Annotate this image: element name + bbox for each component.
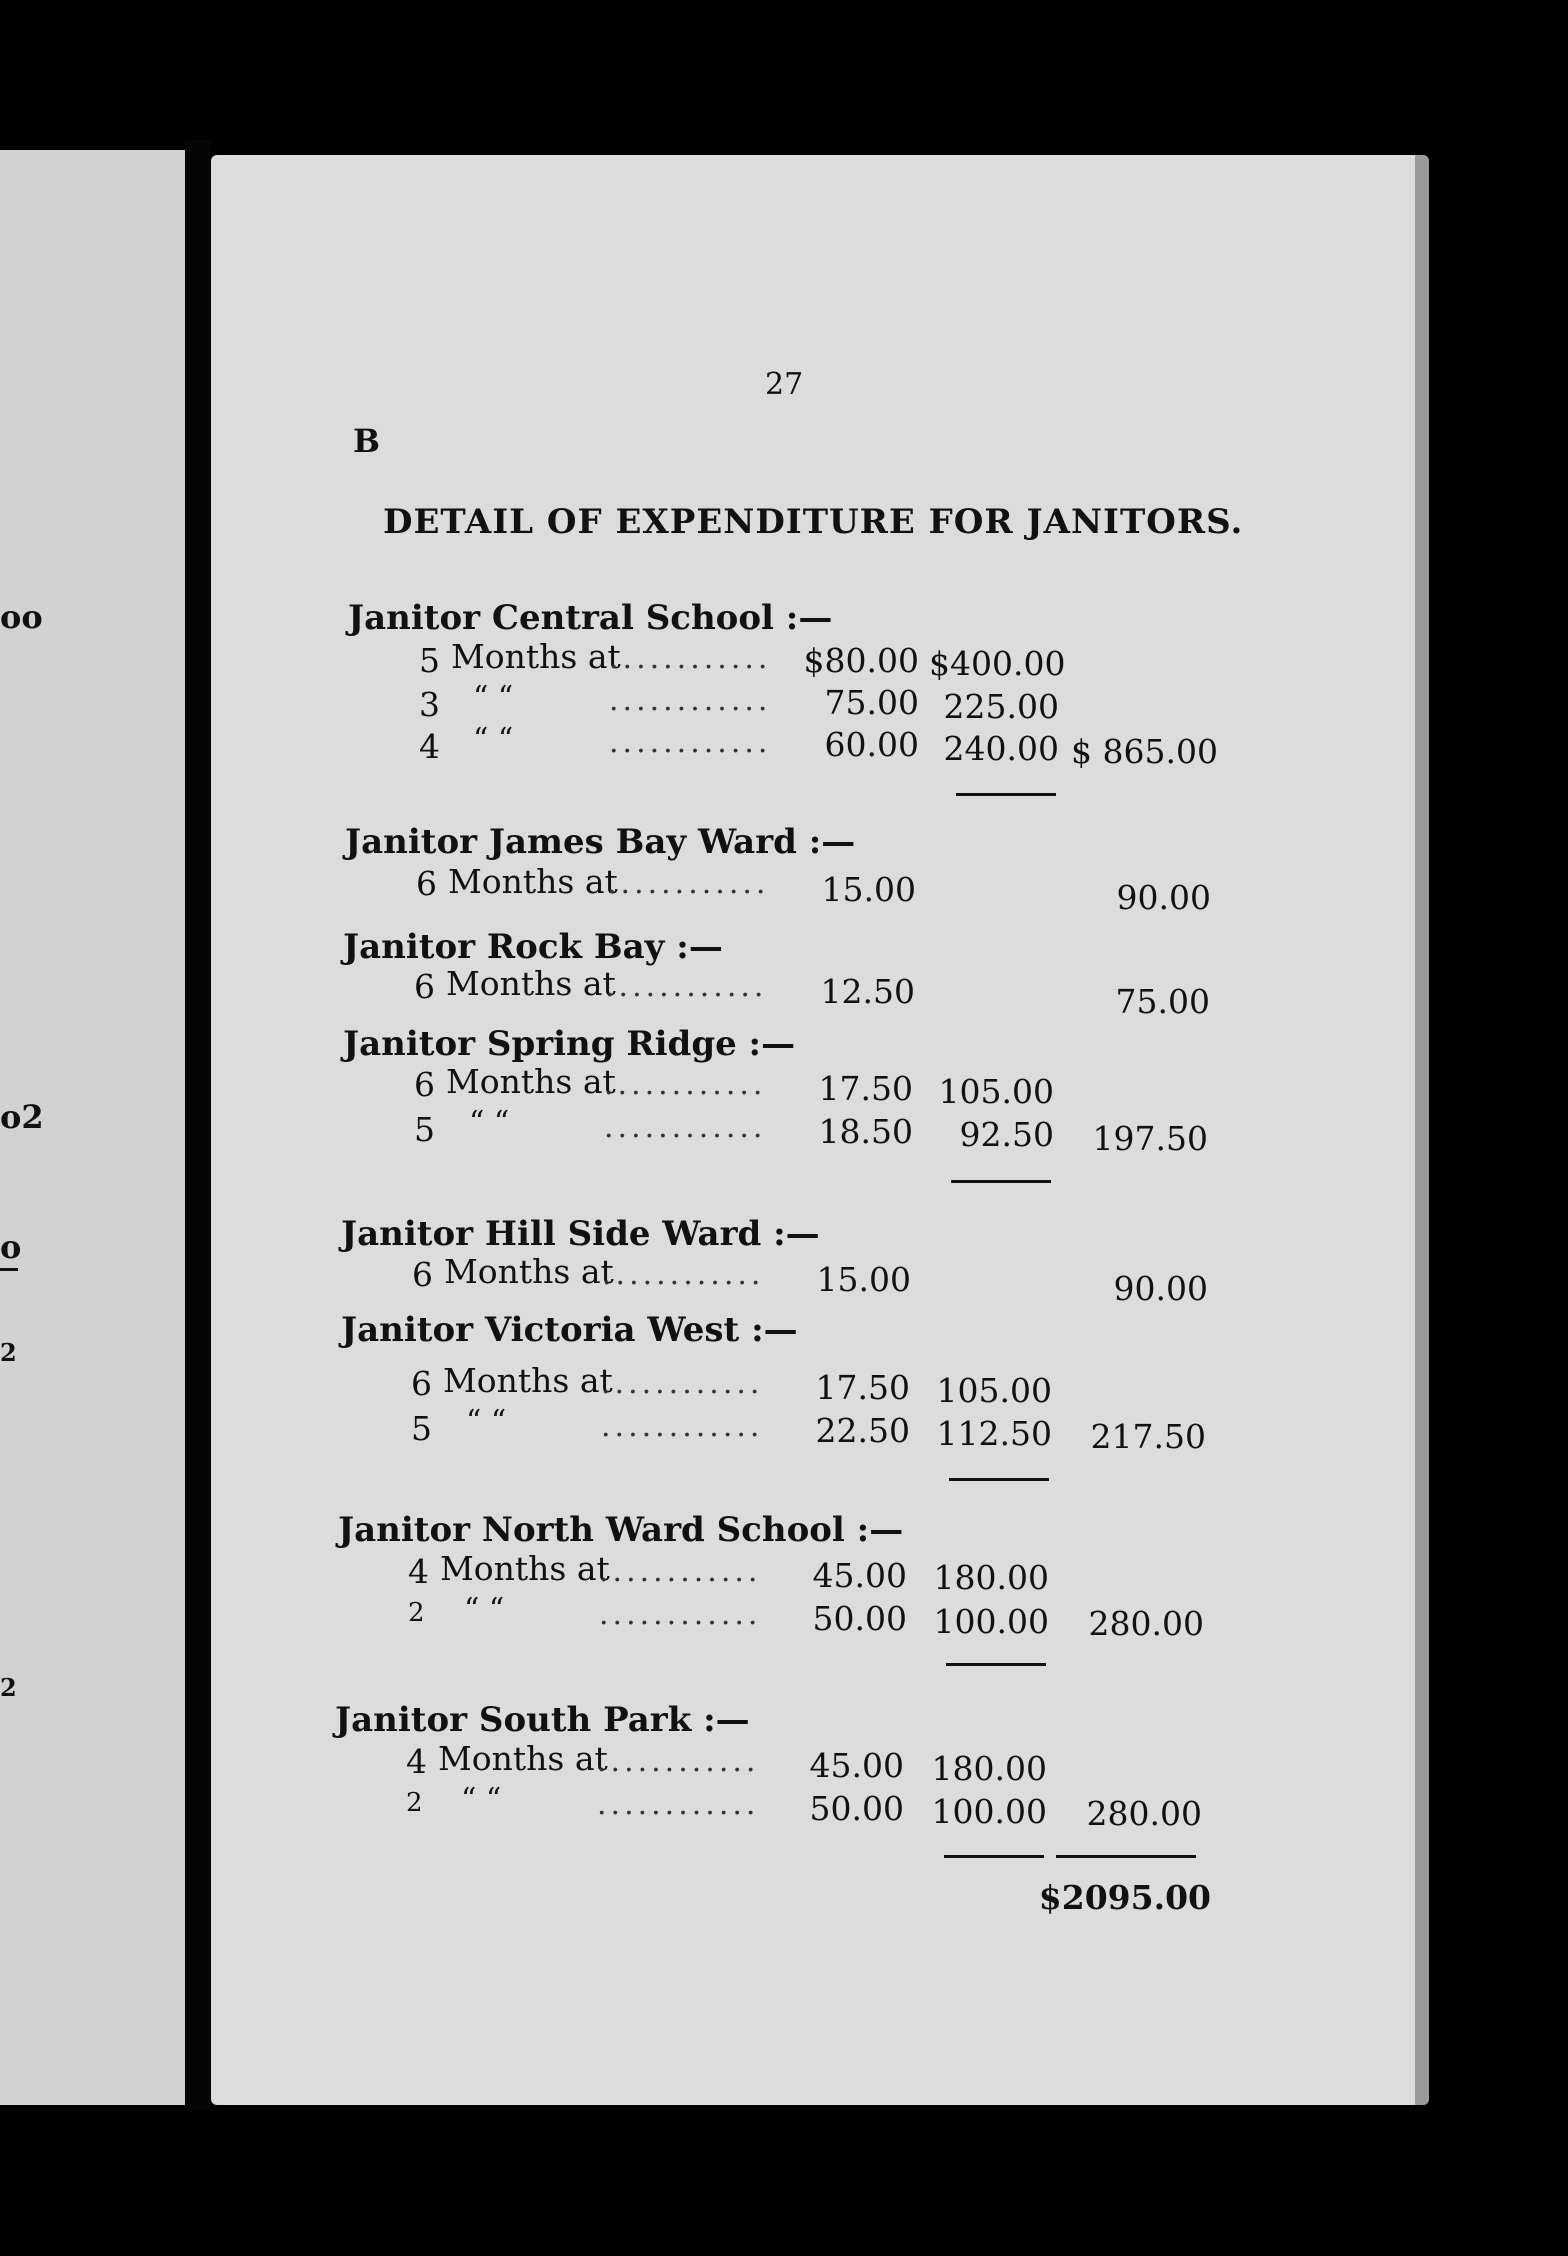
row-rate: 22.50: [815, 1411, 910, 1450]
dot-leader: ............: [601, 1366, 764, 1401]
entry-total: 280.00: [1088, 1604, 1204, 1643]
entry-heading: Janitor Spring Ridge :—: [343, 1024, 796, 1064]
row-count: 4: [419, 727, 440, 766]
row-count: 6: [412, 1255, 433, 1294]
row-rate: 15.00: [821, 870, 916, 909]
row-unit: Months at: [440, 1549, 610, 1588]
dot-leader: ............: [599, 1554, 762, 1589]
row-count: 5: [411, 1409, 432, 1448]
dot-leader: ............: [609, 725, 772, 760]
book-gutter: [185, 140, 211, 2110]
row-amount: 225.00: [943, 687, 1059, 726]
grand-total: $2095.00: [1038, 1878, 1211, 1917]
left-page-rule: [0, 1268, 18, 1271]
left-page-fragment: o: [0, 1228, 22, 1266]
row-count: 4: [408, 1552, 429, 1591]
row-count: 5: [414, 1110, 435, 1149]
entry-total: 217.50: [1090, 1417, 1206, 1456]
ditto-marks: “ “: [464, 1592, 505, 1627]
document-page: [211, 155, 1429, 2105]
entry-total: 90.00: [1113, 1269, 1208, 1308]
row-rate: 17.50: [815, 1368, 910, 1407]
ditto-marks: “ “: [473, 680, 514, 715]
entry-total: 75.00: [1115, 982, 1210, 1021]
entry-heading: Janitor North Ward School :—: [338, 1510, 904, 1550]
row-unit: Months at: [446, 1062, 616, 1101]
dot-leader: ............: [597, 1787, 760, 1822]
subtotal-rule: [944, 1855, 1044, 1858]
entry-heading: Janitor James Bay Ward :—: [345, 822, 856, 862]
row-unit: Months at: [443, 1361, 613, 1400]
dot-leader: ............: [602, 1257, 765, 1292]
entry-heading: Janitor Hill Side Ward :—: [341, 1214, 820, 1254]
row-count: 6: [416, 864, 437, 903]
left-page-edge: [0, 150, 185, 2105]
row-amount: 105.00: [938, 1072, 1054, 1111]
row-amount: 92.50: [959, 1115, 1054, 1154]
row-count: 2: [406, 1788, 423, 1818]
row-amount: 180.00: [931, 1749, 1047, 1788]
row-unit: Months at: [451, 637, 621, 676]
row-amount: 240.00: [943, 729, 1059, 768]
entry-total: 197.50: [1092, 1119, 1208, 1158]
row-rate: 50.00: [809, 1789, 904, 1828]
row-amount: 105.00: [936, 1371, 1052, 1410]
row-rate: 60.00: [824, 725, 919, 764]
dot-leader: ............: [609, 683, 772, 718]
row-rate: 50.00: [812, 1599, 907, 1638]
row-count: 2: [408, 1598, 425, 1628]
row-rate: $80.00: [803, 641, 919, 680]
row-count: 3: [419, 685, 440, 724]
left-page-fragment: o2: [0, 1098, 44, 1136]
left-page-fragment: oo: [0, 598, 43, 636]
page-title: DETAIL OF EXPENDITURE FOR JANITORS.: [383, 502, 1244, 542]
dot-leader: ............: [601, 1409, 764, 1444]
row-rate: 15.00: [816, 1260, 911, 1299]
row-rate: 12.50: [820, 972, 915, 1011]
entry-heading: Janitor Victoria West :—: [341, 1310, 798, 1350]
subtotal-rule: [951, 1180, 1051, 1183]
row-rate: 75.00: [824, 683, 919, 722]
entry-heading: Janitor South Park :—: [335, 1700, 750, 1740]
ditto-marks: “ “: [473, 722, 514, 757]
dot-leader: ............: [604, 1067, 767, 1102]
row-amount: 112.50: [936, 1414, 1052, 1453]
dot-leader: ............: [597, 1744, 760, 1779]
subtotal-rule: [956, 793, 1056, 796]
subtotal-rule: [949, 1478, 1049, 1481]
row-count: 4: [406, 1742, 427, 1781]
entry-total: 280.00: [1086, 1794, 1202, 1833]
row-unit: Months at: [444, 1252, 614, 1291]
dot-leader: ............: [605, 969, 768, 1004]
row-amount: 100.00: [931, 1792, 1047, 1831]
dot-leader: ............: [609, 641, 772, 676]
row-rate: 18.50: [818, 1112, 913, 1151]
dot-leader: ............: [599, 1597, 762, 1632]
dot-leader: ............: [604, 1110, 767, 1145]
entry-total: $ 865.00: [1071, 732, 1218, 771]
ditto-marks: “ “: [466, 1404, 507, 1439]
ditto-marks: “ “: [461, 1782, 502, 1817]
total-rule: [1056, 1855, 1196, 1858]
row-amount: 100.00: [933, 1602, 1049, 1641]
row-count: 6: [414, 967, 435, 1006]
entry-heading: Janitor Central School :—: [348, 598, 833, 638]
dot-leader: ............: [607, 866, 770, 901]
row-rate: 45.00: [809, 1746, 904, 1785]
row-unit: Months at: [438, 1739, 608, 1778]
row-rate: 17.50: [818, 1069, 913, 1108]
page-number: 27: [765, 367, 804, 402]
page-edge-shadow: [1415, 155, 1429, 2105]
row-unit: Months at: [446, 964, 616, 1003]
left-page-fragment: 2: [0, 1338, 17, 1367]
row-count: 6: [411, 1364, 432, 1403]
entry-total: 90.00: [1116, 878, 1211, 917]
row-amount: 180.00: [933, 1558, 1049, 1597]
row-count: 6: [414, 1065, 435, 1104]
row-rate: 45.00: [812, 1556, 907, 1595]
ditto-marks: “ “: [469, 1105, 510, 1140]
entry-heading: Janitor Rock Bay :—: [343, 927, 723, 967]
row-unit: Months at: [448, 862, 618, 901]
left-page-fragment: 2: [0, 1673, 17, 1702]
section-letter: B: [353, 422, 381, 460]
subtotal-rule: [946, 1663, 1046, 1666]
row-count: 5: [419, 641, 440, 680]
row-amount: $400.00: [929, 644, 1066, 683]
